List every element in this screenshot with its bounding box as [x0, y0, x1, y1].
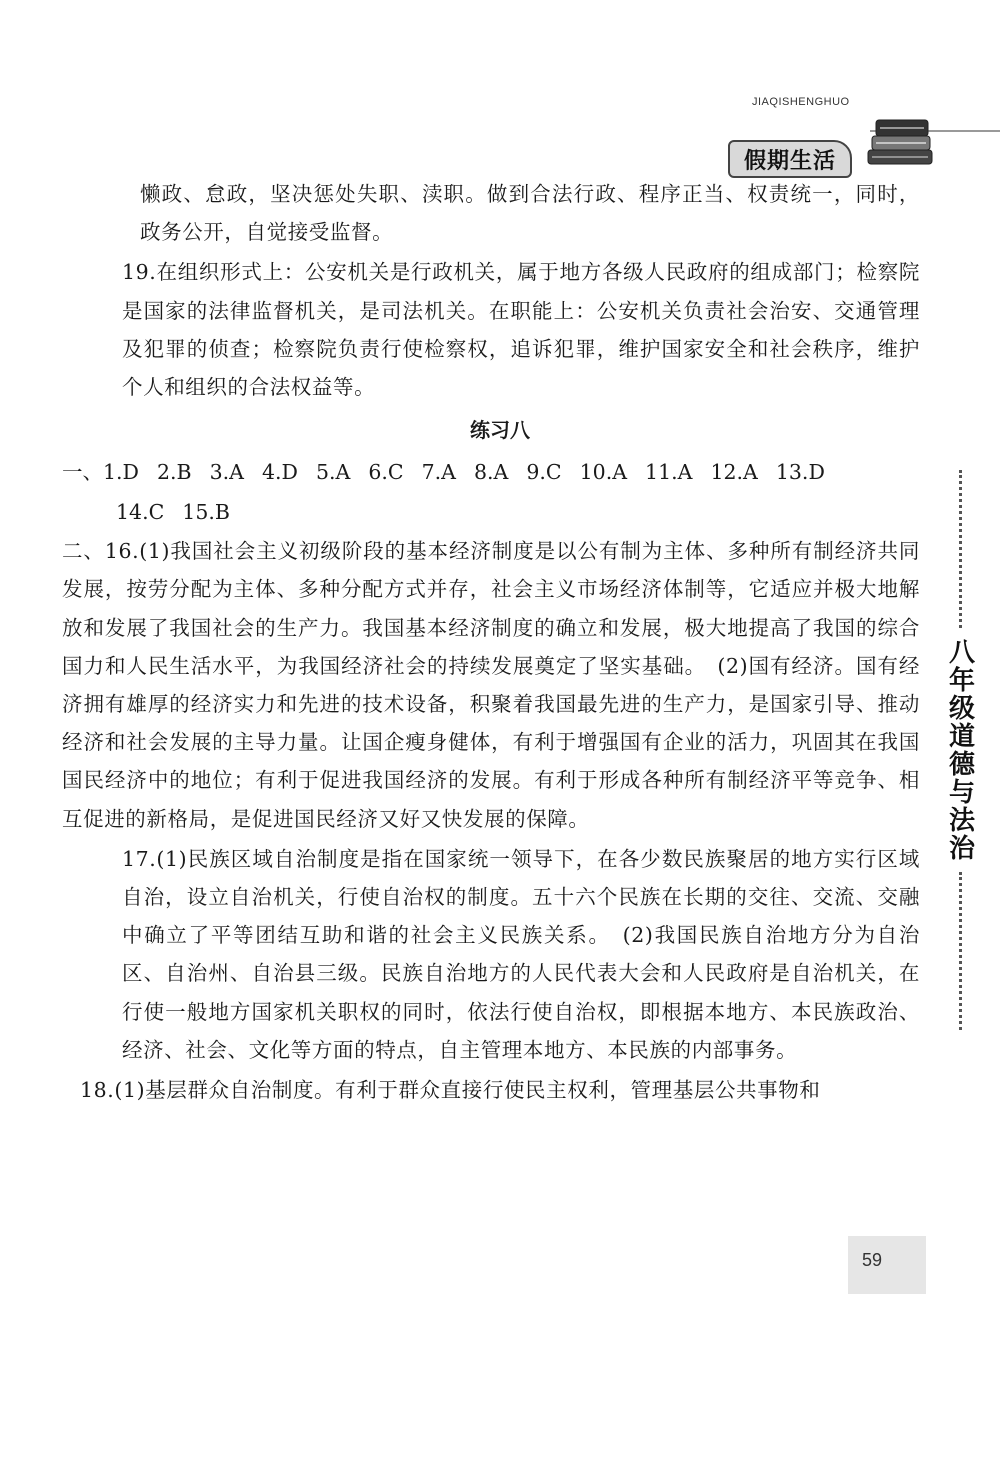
book-stack-icon — [860, 110, 940, 170]
choice-item: 1.D — [103, 460, 139, 485]
choice-item: 13.D — [775, 460, 825, 485]
side-dots-top — [959, 470, 962, 628]
choice-item: 8.A — [474, 460, 509, 485]
choice-item: 12.A — [710, 460, 758, 485]
choice-answers — [62, 452, 920, 532]
paragraph-continued: 懒政、怠政，坚决惩处失职、渎职。做到合法行政、程序正当、权责统一，同时，政务公开，自觉接受监督。 — [140, 182, 920, 245]
choice-item: 10.A — [579, 460, 628, 485]
answer-18: 18.(1)基层群众自治制度。有利于群众直接行使民主权利，管理基层公共事物和 — [80, 1078, 821, 1103]
answer-19: 19.在组织形式上：公安机关是行政机关，属于地方各级人民政府的组成部门；检察院是国家的法律监督机关，是司法机关。在职能上：公安机关负责社会治安、交通管理及犯罪的侦查；检察院负责行使检察权，追诉犯罪，维护国家安全和社会秩序，维护个人和组织的合法权益等。 — [122, 260, 920, 400]
choice-item: 9.C — [526, 460, 562, 485]
answer-17: 17.(1)民族区域自治制度是指在国家统一领导下，在各少数民族聚居的地方实行区域自治，设立自治机关，行使自治权的制度。五十六个民族在长期的交往、交流、交融中确立了平等团结互助和谐的社会主义民族关系。 (2)我国民族自治地方分为自治区、自治州、自治县三级。民族自治地方的人民代表大会和人民政府是自治机关，在行使一般地方国家机关职权的同时，依法行使自治权，即根据本地方、本民族政治、经济、社会、文化等方面的特点，自主管理本地方、本民族的内部事务。 — [122, 846, 920, 1062]
choice-item: 2.B — [157, 460, 192, 485]
choice-item: 5.A — [316, 460, 351, 485]
answer-content — [62, 175, 920, 1109]
choice-item: 11.A — [645, 460, 693, 485]
choice-item: 15.B — [182, 500, 230, 525]
page-number-box — [848, 1236, 926, 1294]
choice-item: 4.D — [262, 460, 298, 485]
side-subject-label — [930, 470, 990, 1030]
choice-item: 6.C — [368, 460, 404, 485]
page-number: 59 — [862, 1250, 883, 1270]
choice-item: 7.A — [421, 460, 456, 485]
header-title: 假期生活 — [728, 140, 852, 178]
answer-16: 二、16.(1)我国社会主义初级阶段的基本经济制度是以公有制为主体、多种所有制经济共同发展，按劳分配为主体、多种分配方式并存，社会主义市场经济体制等，它适应并极大地解放和发展了我国社会的生产力。我国基本经济制度的确立和发展，极大地提高了我国的综合国力和人民生活水平，为我国经济社会的持续发展奠定了坚实基础。 (2)国有经济。国有经济拥有雄厚的经济实力和先进的技术设备，积聚着我国最先进的生产力，是国家引导、推动经济和社会发展的主导力量。让国企瘦身健体，有利于增强国有企业的活力，巩固其在我国国民经济中的地位；有利于促进我国经济的发展。有利于形成各种所有制经济平等竞争、相互促进的新格局，是促进国民经济又好又快发展的保障。 — [62, 539, 920, 831]
header-pinyin: JIAQISHENGHUO — [752, 96, 850, 108]
choice-item: 3.A — [209, 460, 244, 485]
choice-prefix: 一、 — [62, 460, 103, 485]
section-title: 练习八 — [470, 418, 530, 443]
choice-item: 14.C — [116, 500, 165, 525]
side-dots-bottom — [959, 872, 962, 1030]
side-subject-text: 八年级道德与法治 — [944, 638, 975, 862]
